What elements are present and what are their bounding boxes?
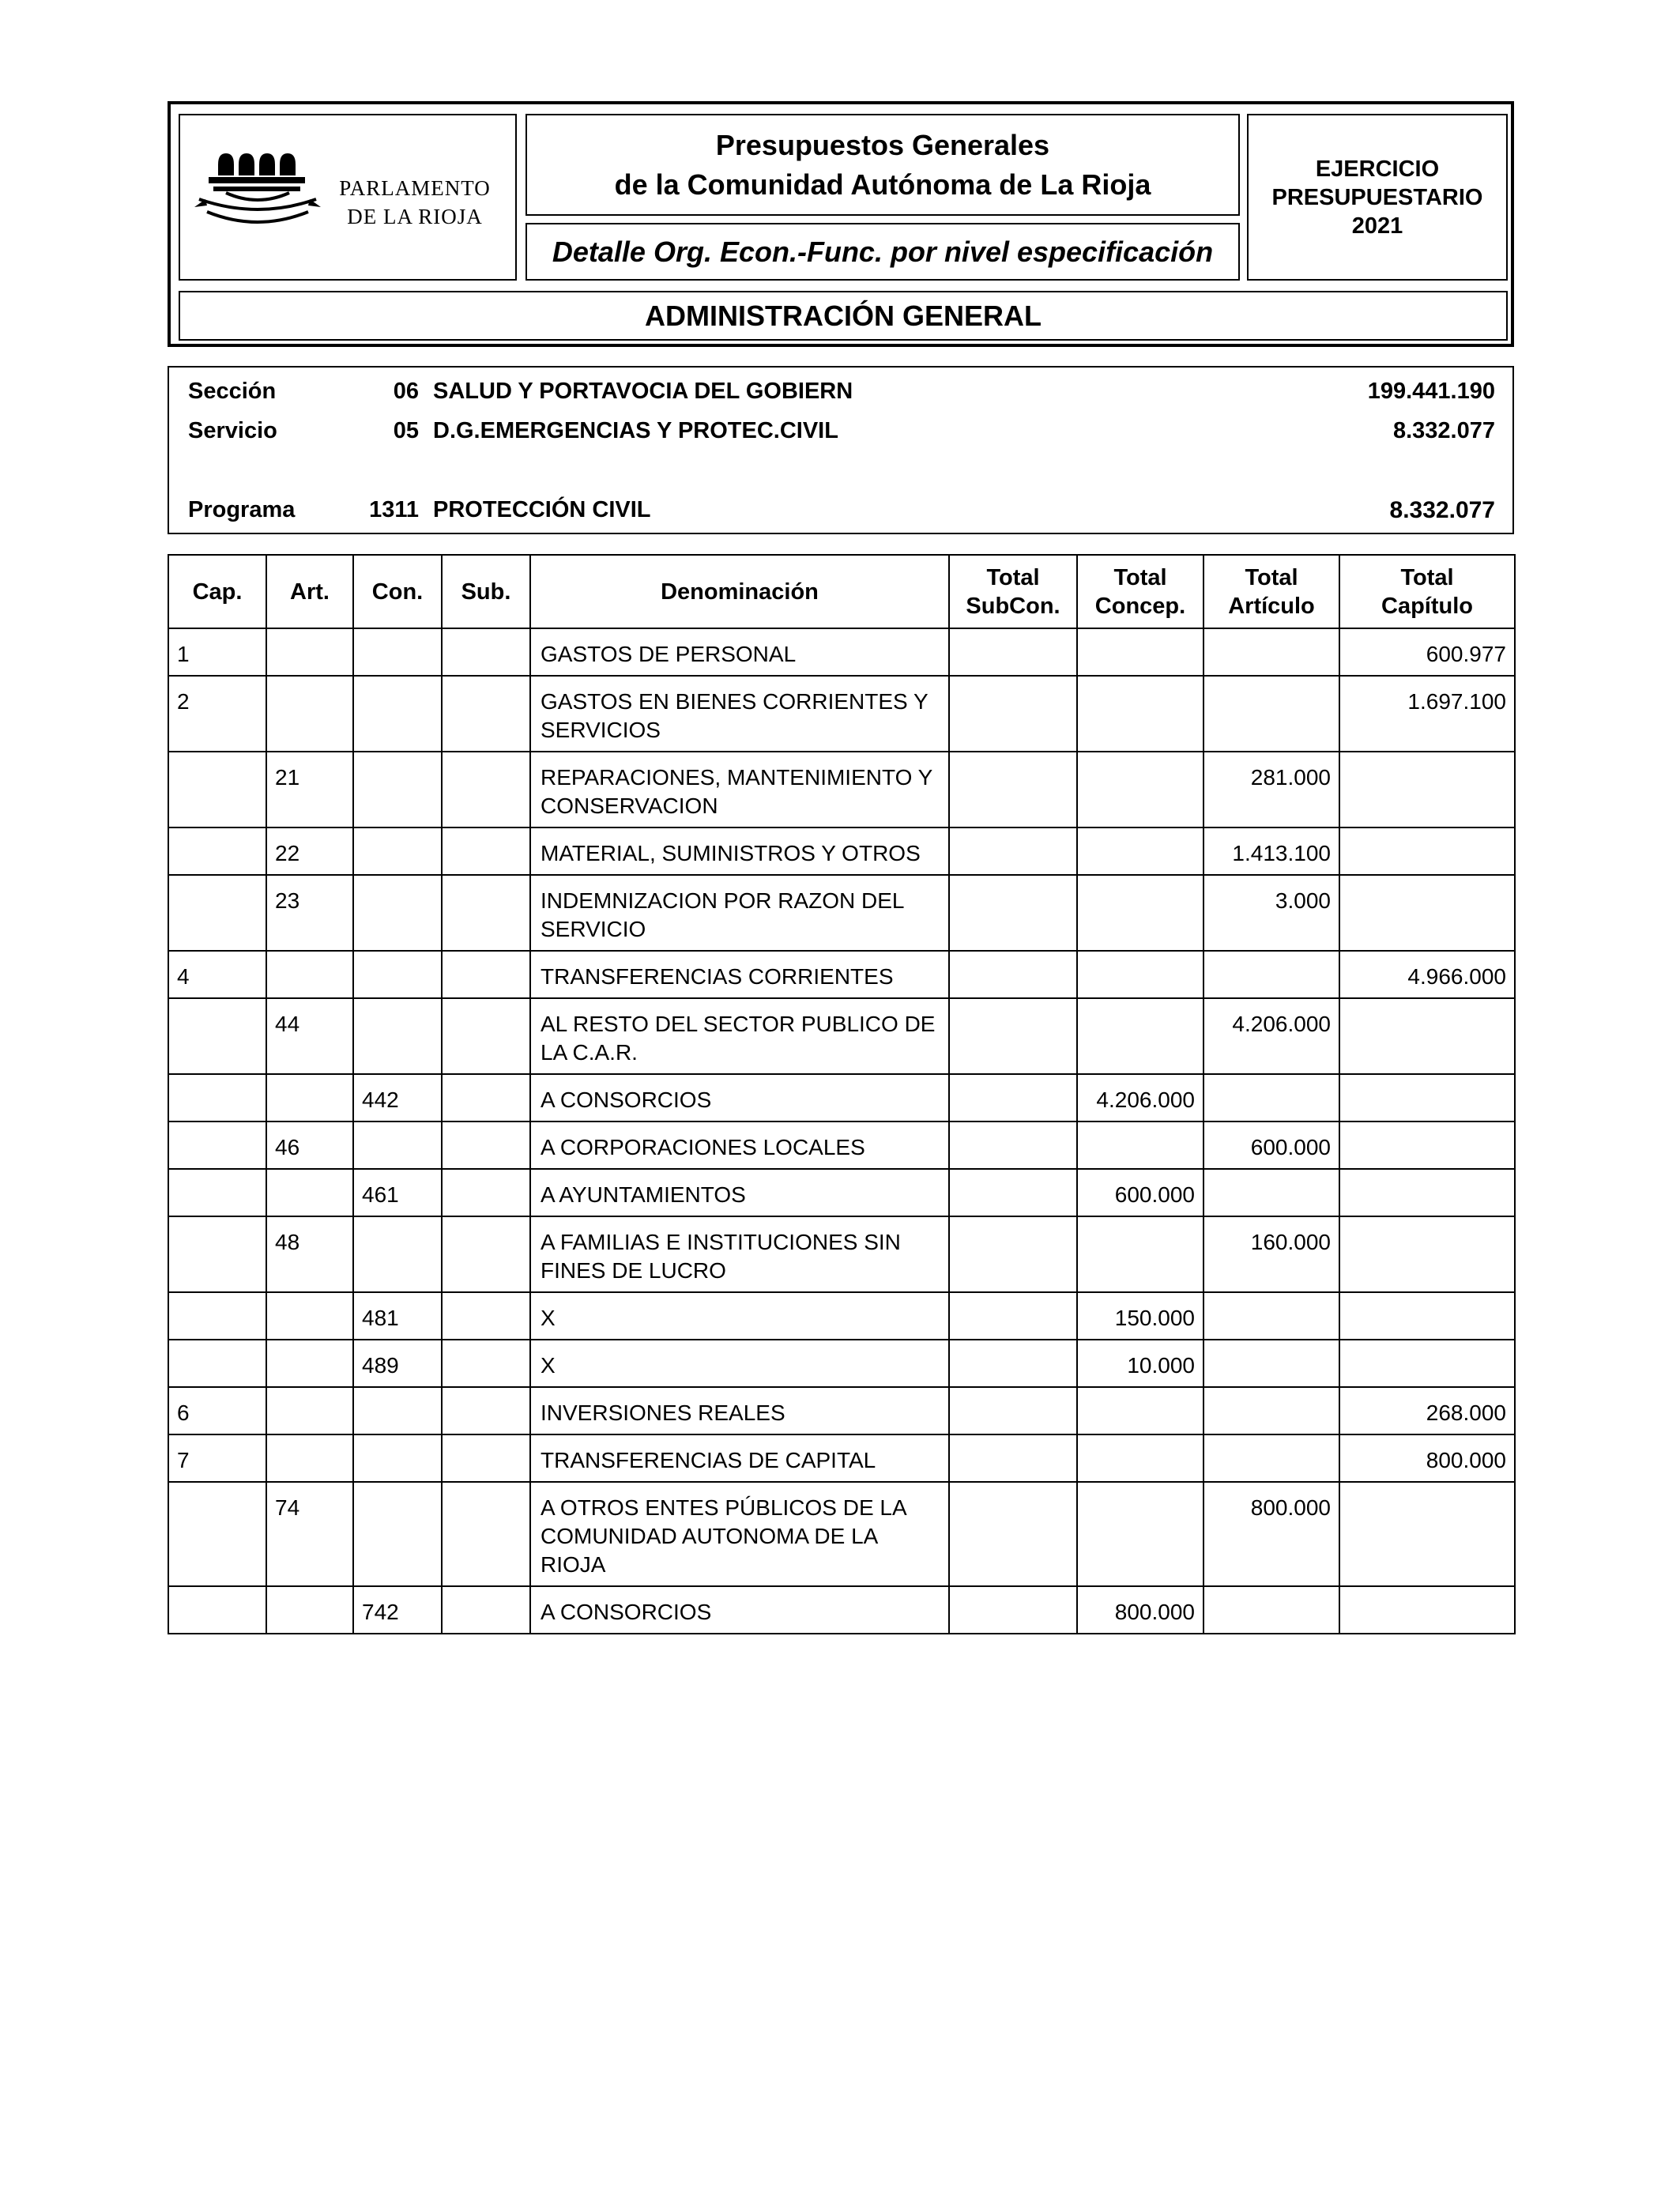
col-total-articulo (1203, 555, 1339, 628)
col-total-capitulo-line1: Total (1400, 564, 1454, 590)
cell-total-articulo: 160.000 (1203, 1216, 1339, 1292)
cell-denominacion: INDEMNIZACION POR RAZON DEL SERVICIO (530, 875, 949, 951)
cell-total-capitulo (1339, 827, 1515, 875)
table-row (168, 875, 1515, 951)
cell-cap (168, 1216, 266, 1292)
cell-cap (168, 1169, 266, 1216)
cell-total-subcon (949, 676, 1077, 752)
cell-total-concep: 800.000 (1077, 1586, 1203, 1634)
cell-denominacion: GASTOS DE PERSONAL (530, 628, 949, 676)
cell-total-articulo (1203, 628, 1339, 676)
col-total-articulo-line1: Total (1245, 564, 1298, 590)
cell-cap (168, 752, 266, 827)
cell-total-concep (1077, 752, 1203, 827)
cell-cap (168, 1122, 266, 1169)
fiscal-year: 2021 (1351, 213, 1403, 239)
cell-sub (442, 1482, 530, 1586)
cell-sub (442, 752, 530, 827)
seccion-name: SALUD Y PORTAVOCIA DEL GOBIERN (433, 379, 853, 404)
cell-total-subcon (949, 1387, 1077, 1434)
cell-denominacion: TRANSFERENCIAS DE CAPITAL (530, 1434, 949, 1482)
cell-art: 22 (266, 827, 353, 875)
cell-denominacion: REPARACIONES, MANTENIMIENTO Y CONSERVACION (530, 752, 949, 827)
cell-denominacion: X (530, 1340, 949, 1387)
servicio-name: D.G.EMERGENCIAS Y PROTEC.CIVIL (433, 418, 838, 443)
cell-total-subcon (949, 998, 1077, 1074)
cell-total-articulo: 600.000 (1203, 1122, 1339, 1169)
cell-total-concep (1077, 827, 1203, 875)
cell-con (353, 1482, 442, 1586)
cell-total-concep (1077, 1482, 1203, 1586)
cell-cap: 4 (168, 951, 266, 998)
cell-total-concep: 4.206.000 (1077, 1074, 1203, 1122)
cell-total-concep (1077, 628, 1203, 676)
presupuestario-label: PRESUPUESTARIO (1271, 184, 1483, 210)
col-art: Art. (266, 555, 353, 628)
cell-total-articulo (1203, 1292, 1339, 1340)
table-row (168, 1387, 1515, 1434)
cell-cap: 2 (168, 676, 266, 752)
cell-con (353, 951, 442, 998)
cell-total-subcon (949, 1074, 1077, 1122)
cell-con (353, 998, 442, 1074)
cell-sub (442, 998, 530, 1074)
cell-total-concep: 600.000 (1077, 1169, 1203, 1216)
table-row (168, 1074, 1515, 1122)
col-total-subcon-line2: SubCon. (966, 593, 1060, 619)
parliament-emblem-icon (194, 147, 321, 234)
cell-total-capitulo (1339, 752, 1515, 827)
servicio-label: Servicio (188, 418, 277, 443)
cell-total-concep: 150.000 (1077, 1292, 1203, 1340)
cell-total-capitulo (1339, 1586, 1515, 1634)
title-line2: de la Comunidad Autónoma de La Rioja (614, 168, 1151, 201)
cell-con: 442 (353, 1074, 442, 1122)
cell-total-capitulo: 600.977 (1339, 628, 1515, 676)
cell-total-capitulo (1339, 1340, 1515, 1387)
cell-total-concep (1077, 875, 1203, 951)
cell-con (353, 1387, 442, 1434)
cell-total-concep (1077, 1122, 1203, 1169)
cell-total-articulo (1203, 1340, 1339, 1387)
programa-total: 8.332.077 (1389, 497, 1495, 523)
table-row (168, 752, 1515, 827)
fiscal-year-box (1247, 114, 1508, 281)
cell-sub (442, 1434, 530, 1482)
budget-table (168, 554, 1516, 1634)
section-info (168, 366, 1514, 534)
cell-cap (168, 1340, 266, 1387)
cell-art (266, 1292, 353, 1340)
cell-cap (168, 1586, 266, 1634)
cell-total-concep (1077, 1434, 1203, 1482)
col-total-concep (1077, 555, 1203, 628)
cell-total-articulo: 3.000 (1203, 875, 1339, 951)
table-row (168, 1216, 1515, 1292)
cell-cap: 6 (168, 1387, 266, 1434)
org-name (324, 174, 506, 231)
cell-art (266, 628, 353, 676)
cell-total-subcon (949, 1292, 1077, 1340)
cell-con: 742 (353, 1586, 442, 1634)
cell-denominacion: A FAMILIAS E INSTITUCIONES SIN FINES DE LUCRO (530, 1216, 949, 1292)
col-cap: Cap. (168, 555, 266, 628)
cell-total-articulo: 1.413.100 (1203, 827, 1339, 875)
cell-cap (168, 1074, 266, 1122)
cell-total-articulo: 4.206.000 (1203, 998, 1339, 1074)
seccion-label: Sección (188, 379, 277, 404)
cell-sub (442, 951, 530, 998)
cell-total-subcon (949, 1586, 1077, 1634)
cell-total-articulo (1203, 676, 1339, 752)
admin-banner: ADMINISTRACIÓN GENERAL (179, 291, 1508, 341)
cell-con: 489 (353, 1340, 442, 1387)
table-row (168, 676, 1515, 752)
cell-con (353, 676, 442, 752)
cell-total-capitulo (1339, 1169, 1515, 1216)
cell-total-articulo (1203, 1434, 1339, 1482)
cell-total-capitulo: 268.000 (1339, 1387, 1515, 1434)
cell-cap (168, 1482, 266, 1586)
cell-con (353, 1216, 442, 1292)
document-title (525, 114, 1240, 216)
cell-art (266, 1169, 353, 1216)
cell-denominacion: A AYUNTAMIENTOS (530, 1169, 949, 1216)
cell-denominacion: TRANSFERENCIAS CORRIENTES (530, 951, 949, 998)
cell-total-capitulo (1339, 1216, 1515, 1292)
cell-sub (442, 827, 530, 875)
programa-row (169, 497, 1512, 529)
cell-sub (442, 1074, 530, 1122)
cell-art (266, 1387, 353, 1434)
table-row (168, 1482, 1515, 1586)
table-row (168, 1122, 1515, 1169)
cell-cap (168, 875, 266, 951)
cell-art: 74 (266, 1482, 353, 1586)
table-row (168, 827, 1515, 875)
cell-con (353, 628, 442, 676)
cell-art: 44 (266, 998, 353, 1074)
cell-total-concep (1077, 998, 1203, 1074)
cell-art: 21 (266, 752, 353, 827)
table-row (168, 1169, 1515, 1216)
cell-art (266, 1434, 353, 1482)
cell-art: 46 (266, 1122, 353, 1169)
cell-sub (442, 628, 530, 676)
cell-sub (442, 1387, 530, 1434)
cell-denominacion: AL RESTO DEL SECTOR PUBLICO DE LA C.A.R. (530, 998, 949, 1074)
ejercicio-label: EJERCICIO (1315, 156, 1440, 182)
cell-total-articulo: 281.000 (1203, 752, 1339, 827)
document-subtitle: Detalle Org. Econ.-Func. por nivel especificación (525, 223, 1240, 281)
programa-name: PROTECCIÓN CIVIL (433, 497, 651, 522)
cell-denominacion: A CORPORACIONES LOCALES (530, 1122, 949, 1169)
cell-denominacion: INVERSIONES REALES (530, 1387, 949, 1434)
cell-total-capitulo: 1.697.100 (1339, 676, 1515, 752)
cell-total-subcon (949, 951, 1077, 998)
cell-cap (168, 827, 266, 875)
cell-total-articulo (1203, 1074, 1339, 1122)
col-denominacion: Denominación (530, 555, 949, 628)
cell-total-subcon (949, 1216, 1077, 1292)
cell-art (266, 1340, 353, 1387)
cell-denominacion: A CONSORCIOS (530, 1074, 949, 1122)
servicio-row (169, 418, 1512, 450)
cell-sub (442, 1340, 530, 1387)
table-row (168, 628, 1515, 676)
table-header-row (168, 555, 1515, 628)
seccion-code: 06 (393, 379, 419, 404)
cell-sub (442, 875, 530, 951)
cell-art (266, 676, 353, 752)
col-total-capitulo-line2: Capítulo (1381, 593, 1473, 619)
table-row (168, 1434, 1515, 1482)
cell-sub (442, 676, 530, 752)
cell-art (266, 951, 353, 998)
org-name-line2: DE LA RIOJA (347, 205, 483, 228)
cell-denominacion: GASTOS EN BIENES CORRIENTES Y SERVICIOS (530, 676, 949, 752)
cell-cap: 7 (168, 1434, 266, 1482)
table-row (168, 1340, 1515, 1387)
table-body (168, 628, 1515, 1634)
title-line1: Presupuestos Generales (715, 128, 1050, 161)
cell-art (266, 1586, 353, 1634)
cell-cap (168, 1292, 266, 1340)
cell-cap: 1 (168, 628, 266, 676)
col-sub: Sub. (442, 555, 530, 628)
cell-total-concep (1077, 1216, 1203, 1292)
cell-total-subcon (949, 628, 1077, 676)
cell-sub (442, 1169, 530, 1216)
cell-sub (442, 1586, 530, 1634)
cell-total-capitulo (1339, 1482, 1515, 1586)
table-row (168, 1292, 1515, 1340)
cell-con (353, 827, 442, 875)
logo-box (179, 114, 517, 281)
cell-total-articulo (1203, 1387, 1339, 1434)
cell-art: 48 (266, 1216, 353, 1292)
table-row (168, 1586, 1515, 1634)
cell-total-articulo (1203, 951, 1339, 998)
cell-total-subcon (949, 875, 1077, 951)
cell-art: 23 (266, 875, 353, 951)
cell-total-concep: 10.000 (1077, 1340, 1203, 1387)
table-row (168, 951, 1515, 998)
servicio-total: 8.332.077 (1392, 418, 1495, 443)
org-name-line1: PARLAMENTO (339, 176, 491, 200)
cell-total-concep (1077, 951, 1203, 998)
cell-cap (168, 998, 266, 1074)
col-total-concep-line1: Total (1113, 564, 1167, 590)
cell-total-capitulo (1339, 1074, 1515, 1122)
cell-total-articulo (1203, 1586, 1339, 1634)
col-total-subcon (949, 555, 1077, 628)
cell-total-concep (1077, 1387, 1203, 1434)
cell-total-subcon (949, 1340, 1077, 1387)
cell-con (353, 875, 442, 951)
cell-total-concep (1077, 676, 1203, 752)
cell-con (353, 1122, 442, 1169)
cell-total-subcon (949, 1434, 1077, 1482)
cell-art (266, 1074, 353, 1122)
cell-con: 481 (353, 1292, 442, 1340)
col-total-subcon-line1: Total (986, 564, 1040, 590)
cell-denominacion: A OTROS ENTES PÚBLICOS DE LA COMUNIDAD AUTONOMA DE LA RIOJA (530, 1482, 949, 1586)
cell-total-articulo: 800.000 (1203, 1482, 1339, 1586)
cell-total-subcon (949, 1482, 1077, 1586)
cell-total-capitulo (1339, 998, 1515, 1074)
cell-total-capitulo (1339, 875, 1515, 951)
cell-total-subcon (949, 1169, 1077, 1216)
col-con: Con. (353, 555, 442, 628)
seccion-row (169, 379, 1512, 410)
cell-con (353, 1434, 442, 1482)
cell-con: 461 (353, 1169, 442, 1216)
document-header (168, 101, 1514, 347)
cell-sub (442, 1216, 530, 1292)
cell-total-capitulo (1339, 1122, 1515, 1169)
cell-total-articulo (1203, 1169, 1339, 1216)
cell-denominacion: X (530, 1292, 949, 1340)
programa-code: 1311 (369, 497, 419, 522)
cell-total-subcon (949, 752, 1077, 827)
servicio-code: 05 (393, 418, 419, 443)
cell-sub (442, 1122, 530, 1169)
seccion-total: 199.441.190 (1367, 379, 1495, 404)
cell-total-subcon (949, 827, 1077, 875)
col-total-articulo-line2: Artículo (1228, 593, 1315, 619)
cell-denominacion: MATERIAL, SUMINISTROS Y OTROS (530, 827, 949, 875)
cell-sub (442, 1292, 530, 1340)
table-row (168, 998, 1515, 1074)
programa-label: Programa (188, 497, 296, 522)
col-total-capitulo (1339, 555, 1515, 628)
col-total-concep-line2: Concep. (1094, 593, 1186, 619)
cell-denominacion: A CONSORCIOS (530, 1586, 949, 1634)
cell-total-capitulo (1339, 1292, 1515, 1340)
cell-con (353, 752, 442, 827)
cell-total-capitulo: 800.000 (1339, 1434, 1515, 1482)
cell-total-subcon (949, 1122, 1077, 1169)
cell-total-capitulo: 4.966.000 (1339, 951, 1515, 998)
